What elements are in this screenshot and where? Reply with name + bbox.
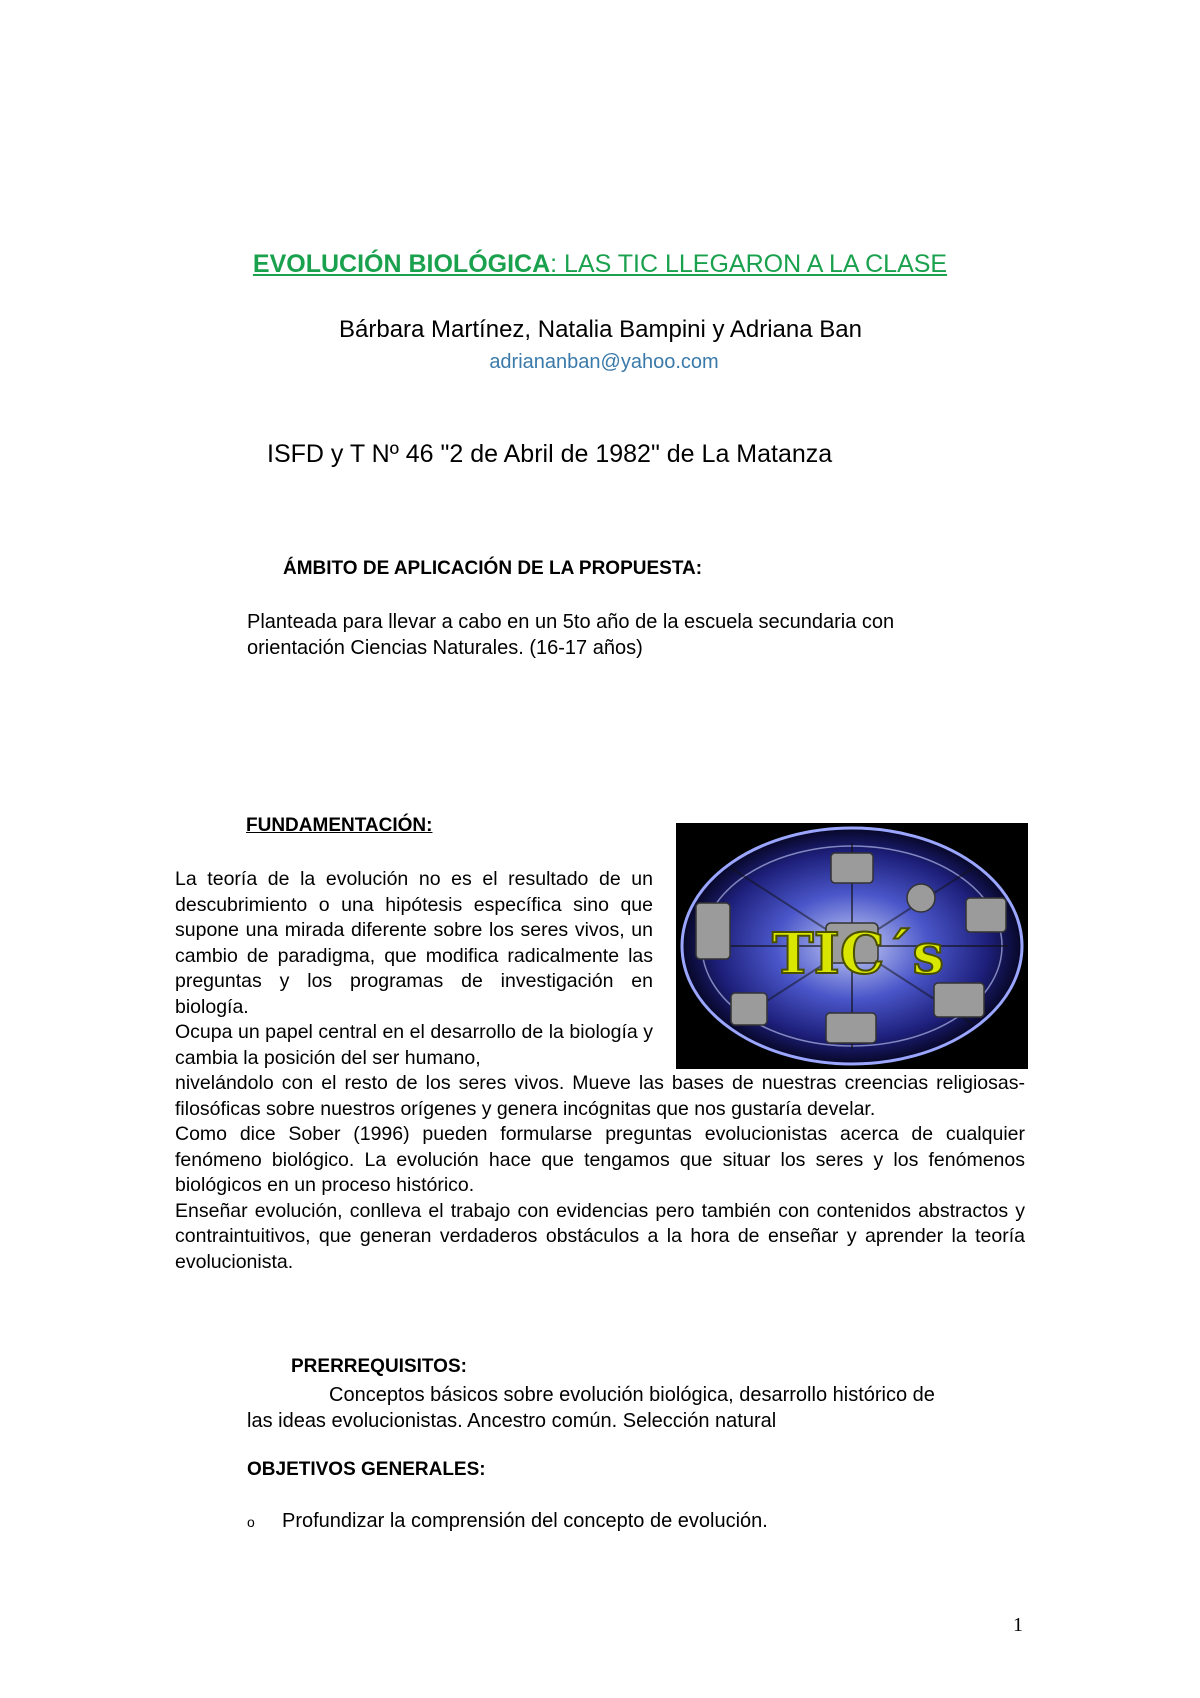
bullet-icon: o [247, 1514, 255, 1530]
prer-line-1: Conceptos básicos sobre evolución biológica, desarrollo histórico de [329, 1384, 935, 1406]
heading-ambito: ÁMBITO DE APLICACIÓN DE LA PROPUESTA: [283, 558, 703, 579]
fund-p2b: nivelándolo con el resto de los seres vivos. Mueve las bases de nuestras creencias religiosas-filosóficas sobre nuestros orígenes y genera incógnitas que nos gustaría develar. [175, 1072, 1025, 1120]
ambito-line-1: Planteada para llevar a cabo en un 5to año de la escuela secundaria con [247, 611, 895, 633]
fund-p1: La teoría de la evolución no es el resultado de un descubrimiento o una hipótesis específica sino que supone una mirada diferente sobre los seres vivos, un cambio de paradigma, que modifica radicalmente las preguntas y los programas de investigación en biología. [175, 868, 653, 1018]
fund-p2a: Ocupa un papel central en el desarrollo de la biología y cambia la posición del ser humano, [175, 1021, 653, 1069]
title-subtitle: : LAS TIC LLEGARON A LA CLASE [550, 250, 948, 278]
objetivo-1: Profundizar la comprensión del concepto de evolución. [282, 1510, 768, 1532]
author-email[interactable]: adriananban@yahoo.com [489, 351, 719, 373]
paragraph-ambito [247, 609, 1007, 661]
heading-objetivos: OBJETIVOS GENERALES: [247, 1459, 486, 1480]
institution: ISFD y T Nº 46 "2 de Abril de 1982" de La Matanza [267, 440, 833, 468]
heading-prerrequisitos: PRERREQUISITOS: [291, 1356, 467, 1377]
prer-line-2: las ideas evolucionistas. Ancestro común. Selección natural [247, 1410, 777, 1432]
paragraph-fundamentacion [175, 867, 1025, 1275]
fund-p3: Como dice Sober (1996) pueden formularse preguntas evolucionistas acerca de cualquier fenómeno biológico. La evolución hace que tengamos que situar los seres y los fenómenos biológicos en un proceso histórico. [175, 1123, 1025, 1196]
fund-p4: Enseñar evolución, conlleva el trabajo con evidencias pero también con contenidos abstractos y contraintuitivos, que generan verdaderos obstáculos a la hora de enseñar y aprender la teoría evolucionista. [175, 1199, 1025, 1273]
authors: Bárbara Martínez, Natalia Bampini y Adriana Ban [339, 316, 862, 343]
tics-label: TIC´s [772, 921, 944, 987]
heading-fundamentacion: FUNDAMENTACIÓN: [246, 815, 433, 836]
document-title [0, 250, 1200, 279]
page-number: 1 [1013, 1614, 1023, 1636]
ambito-line-2: orientación Ciencias Naturales. (16-17 años) [247, 637, 643, 659]
list-item [247, 1510, 768, 1533]
paragraph-prerrequisitos [247, 1382, 1027, 1434]
title-main: EVOLUCIÓN BIOLÓGICA [252, 250, 551, 278]
